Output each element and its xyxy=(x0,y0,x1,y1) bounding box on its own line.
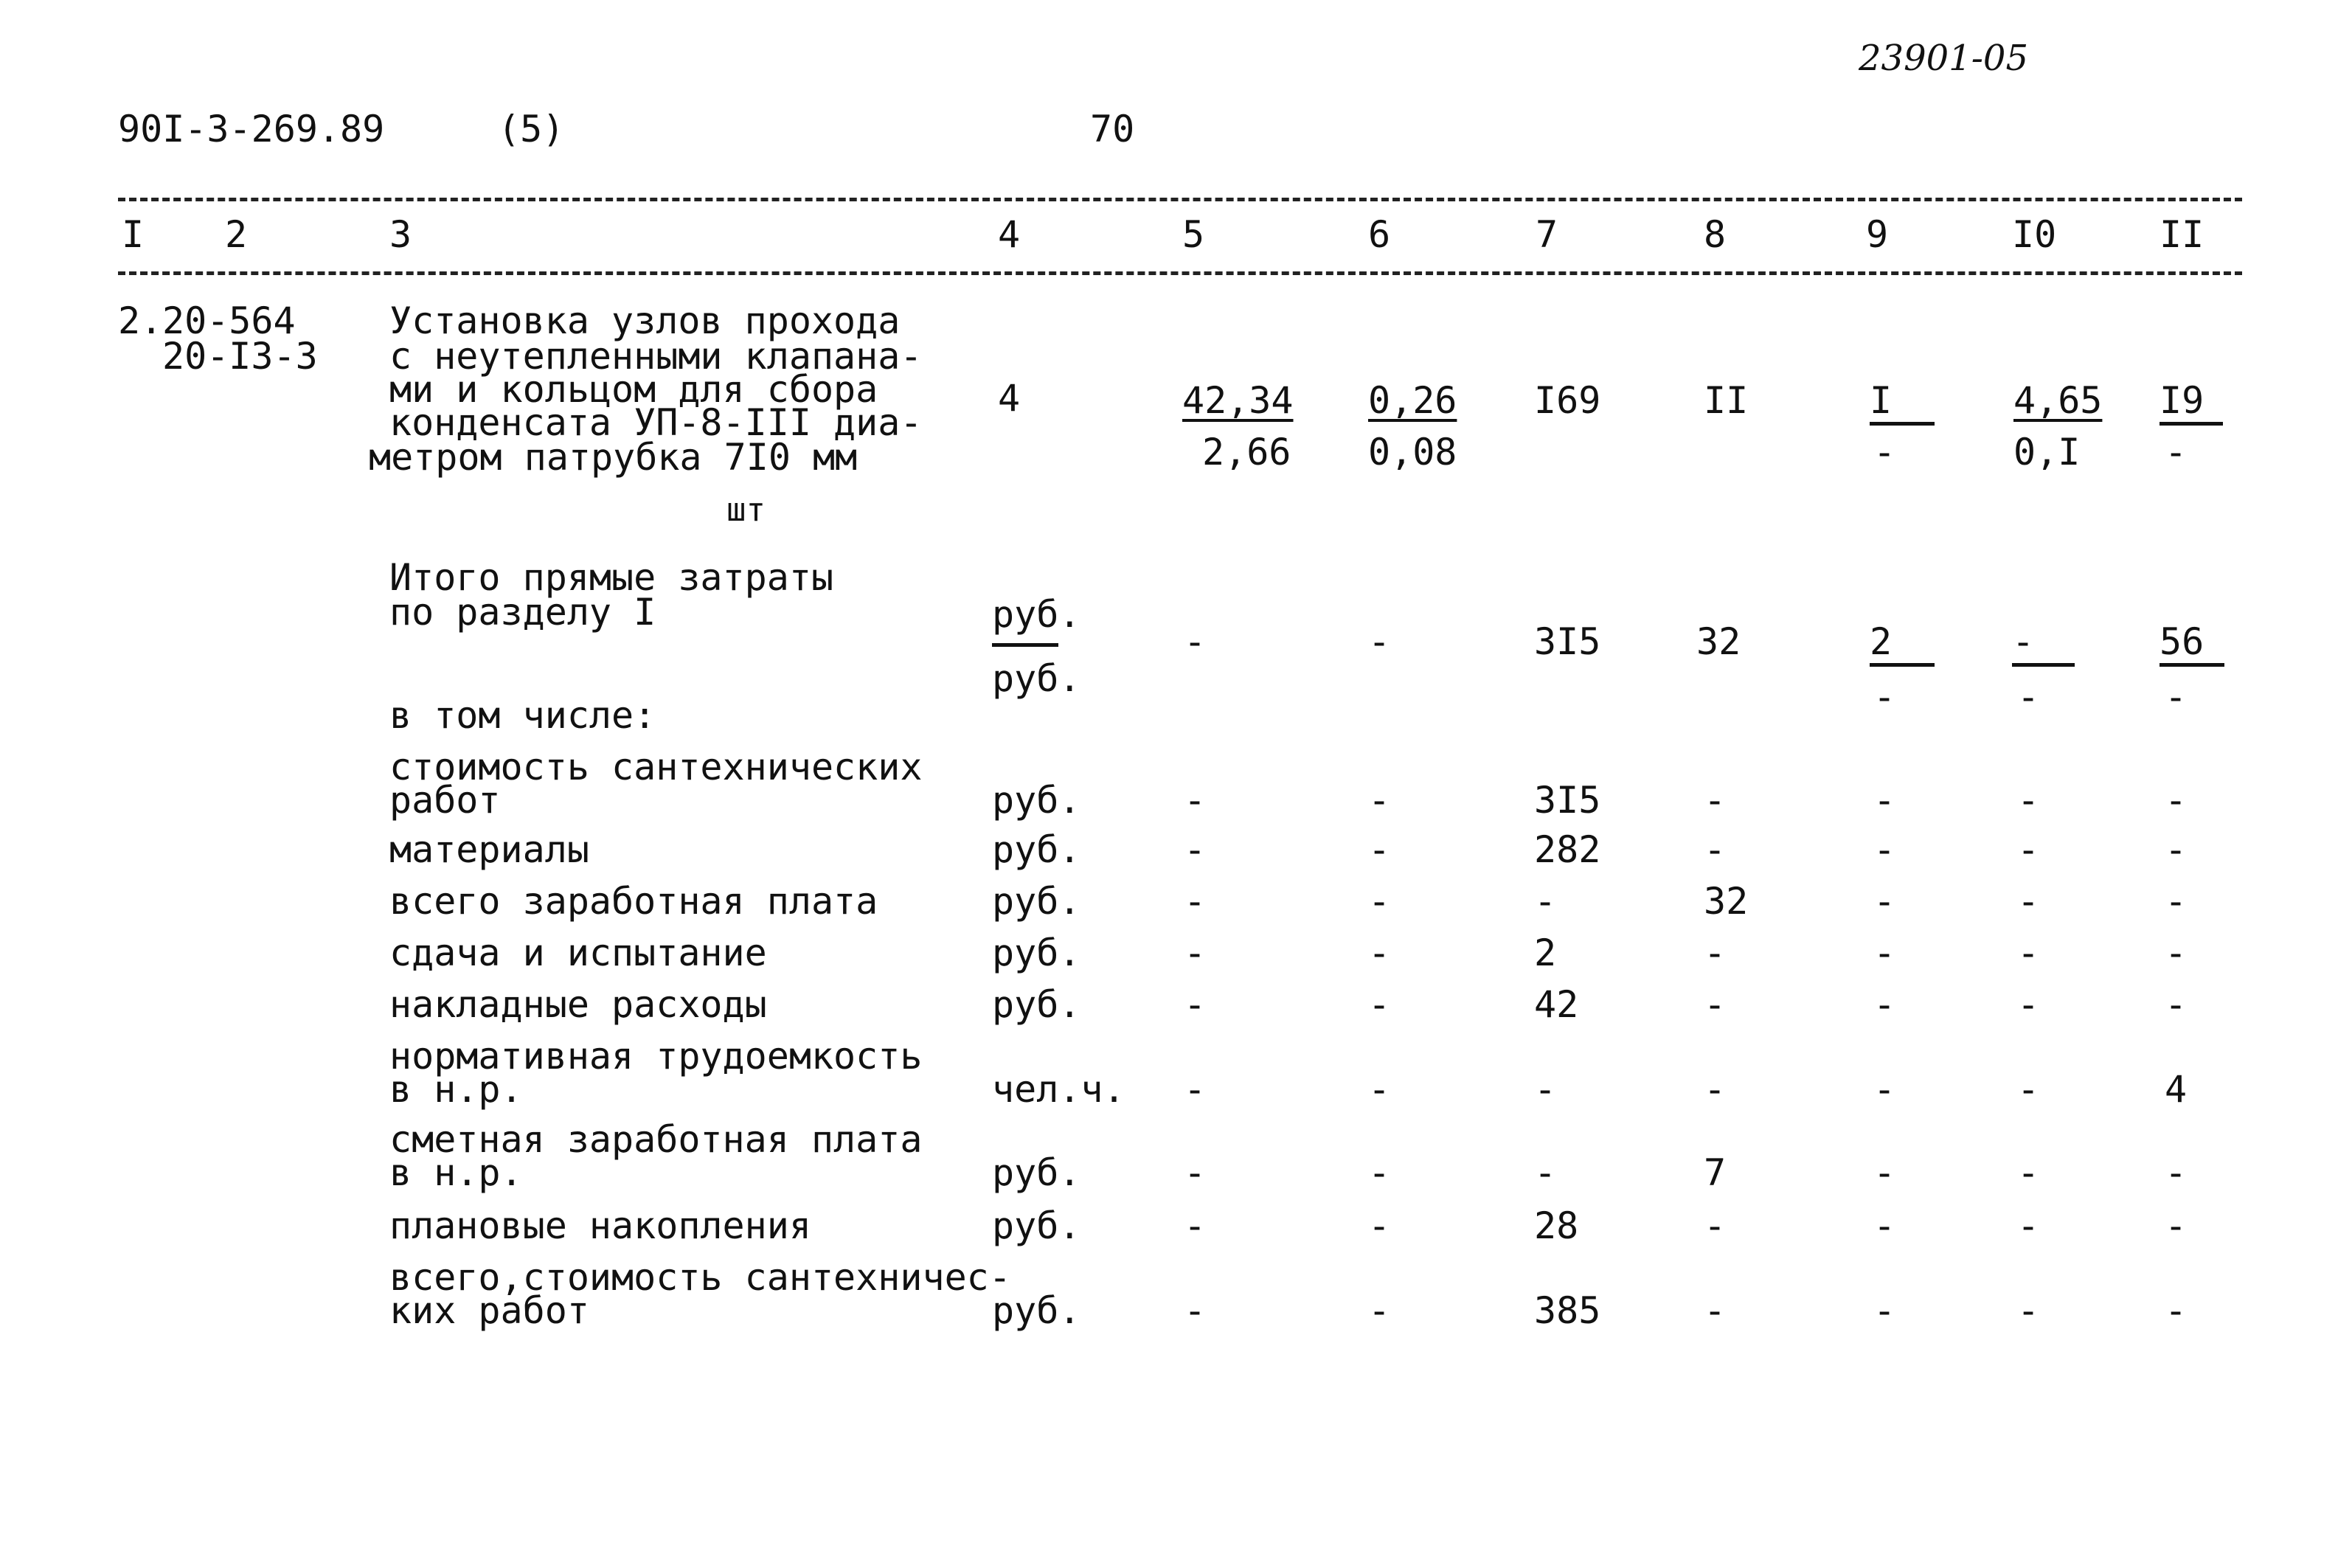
row-cell-col10: - xyxy=(2017,983,2040,1026)
row-cell-col11: - xyxy=(2165,983,2188,1026)
row-cell-col9: - xyxy=(1873,932,1896,974)
row-cell-col9: - xyxy=(1873,880,1896,923)
row-cell-col10: - xyxy=(2017,1204,2040,1247)
total-col6: - xyxy=(1368,620,1391,663)
col-header-4: 4 xyxy=(998,213,1021,256)
row-desc-line: в н.р. xyxy=(389,1151,523,1194)
row-cell-col6: - xyxy=(1368,880,1391,923)
row-cell-col7: 282 xyxy=(1534,828,1601,871)
item-desc-line: ми и кольцом для сбора xyxy=(389,368,878,411)
row-desc-line: работ xyxy=(389,779,501,822)
row-unit: чел.ч. xyxy=(992,1068,1125,1111)
col-header-5: 5 xyxy=(1182,213,1205,256)
total-col10-bottom: - xyxy=(2017,676,2040,718)
header-top-rule xyxy=(118,198,2242,201)
col-header-2: 2 xyxy=(225,213,248,256)
item-col8: II xyxy=(1704,379,1749,422)
header-bottom-rule xyxy=(118,271,2242,275)
col-header-1: I xyxy=(122,213,145,256)
document-code: 90I-3-269.89 xyxy=(118,108,385,150)
item-col7: I69 xyxy=(1534,379,1601,422)
row-desc-line: всего,стоимость сантехничес- xyxy=(389,1256,1011,1299)
item-col5-bottom: 2,66 xyxy=(1202,431,1291,473)
row-cell-col7: - xyxy=(1534,1068,1557,1111)
total-col9-bottom: - xyxy=(1873,676,1896,718)
row-desc-line: ких работ xyxy=(389,1289,589,1332)
total-col10-top-value: - xyxy=(2012,623,2075,667)
item-col9-top-value: I xyxy=(1870,382,1935,426)
row-cell-col6: - xyxy=(1368,779,1391,822)
row-desc-line: материалы xyxy=(389,828,589,871)
row-unit: руб. xyxy=(992,1151,1081,1194)
row-unit: руб. xyxy=(992,779,1081,822)
row-cell-col6: - xyxy=(1368,1289,1391,1332)
row-cell-col7: 385 xyxy=(1534,1289,1601,1332)
item-col9-bottom: - xyxy=(1873,431,1896,473)
row-desc-line: накладные расходы xyxy=(389,983,767,1026)
total-col11-top xyxy=(2160,620,2224,667)
total-col5: - xyxy=(1184,620,1207,663)
col-header-6: 6 xyxy=(1368,213,1391,256)
row-cell-col7: 2 xyxy=(1534,932,1557,974)
row-cell-col7: 42 xyxy=(1534,983,1579,1026)
row-cell-col8: - xyxy=(1704,983,1727,1026)
row-cell-col11: - xyxy=(2165,1289,2188,1332)
total-col9-top-value: 2 xyxy=(1870,623,1935,667)
row-cell-col5: - xyxy=(1184,1151,1207,1194)
row-unit: руб. xyxy=(992,932,1081,974)
item-desc-line: метром патрубка 7I0 мм xyxy=(369,436,858,479)
handwritten-number: 23901-05 xyxy=(1859,38,2028,79)
total-col8: 32 xyxy=(1696,620,1741,663)
total-col11-top-value: 56 xyxy=(2160,623,2224,667)
item-col9-top xyxy=(1870,379,1935,426)
row-unit: руб. xyxy=(992,828,1081,871)
row-cell-col9: - xyxy=(1873,779,1896,822)
row-cell-col5: - xyxy=(1184,1068,1207,1111)
item-desc-line: с неутепленными клапана- xyxy=(389,335,923,378)
row-cell-col5: - xyxy=(1184,880,1207,923)
row-cell-col11: - xyxy=(2165,1204,2188,1247)
row-unit: руб. xyxy=(992,880,1081,923)
row-cell-col6: - xyxy=(1368,1204,1391,1247)
total-col9-top xyxy=(1870,620,1935,667)
row-cell-col9: - xyxy=(1873,1068,1896,1111)
row-cell-col7: 3I5 xyxy=(1534,779,1601,822)
row-cell-col9: - xyxy=(1873,983,1896,1026)
total-unit-bottom: руб. xyxy=(992,657,1081,700)
item-col6-top: 0,26 xyxy=(1368,379,1457,422)
item-col6-bottom: 0,08 xyxy=(1368,431,1457,473)
row-cell-col10: - xyxy=(2017,1151,2040,1194)
row-cell-col10: - xyxy=(2017,932,2040,974)
col-header-11: II xyxy=(2160,213,2204,256)
total-desc-line-1: Итого прямые затраты xyxy=(389,556,834,599)
total-unit-top: руб. xyxy=(992,593,1081,636)
item-col11-bottom: - xyxy=(2165,431,2188,473)
row-cell-col6: - xyxy=(1368,983,1391,1026)
including-label: в том числе: xyxy=(389,694,656,737)
row-desc-line: в н.р. xyxy=(389,1068,523,1111)
item-number: 2. xyxy=(118,299,163,342)
row-cell-col5: - xyxy=(1184,779,1207,822)
total-col11-bottom: - xyxy=(2165,676,2188,718)
row-unit: руб. xyxy=(992,1204,1081,1247)
row-cell-col10: - xyxy=(2017,1289,2040,1332)
row-cell-col9: - xyxy=(1873,1151,1896,1194)
item-unit: шт xyxy=(726,491,766,529)
item-code-2: 20-I3-3 xyxy=(162,335,318,378)
row-cell-col10: - xyxy=(2017,880,2040,923)
row-cell-col11: - xyxy=(2165,880,2188,923)
row-cell-col5: - xyxy=(1184,932,1207,974)
row-cell-col8: 32 xyxy=(1704,880,1749,923)
col-header-8: 8 xyxy=(1704,213,1727,256)
row-cell-col5: - xyxy=(1184,828,1207,871)
row-cell-col6: - xyxy=(1368,828,1391,871)
row-cell-col8: - xyxy=(1704,828,1727,871)
page-number: 70 xyxy=(1090,108,1135,150)
row-cell-col10: - xyxy=(2017,1068,2040,1111)
item-col5-top: 42,34 xyxy=(1182,379,1294,422)
row-cell-col10: - xyxy=(2017,779,2040,822)
row-unit: руб. xyxy=(992,1289,1081,1332)
row-cell-col7: 28 xyxy=(1534,1204,1579,1247)
row-cell-col9: - xyxy=(1873,1289,1896,1332)
row-cell-col6: - xyxy=(1368,1151,1391,1194)
total-desc-line-2: по разделу I xyxy=(389,591,656,634)
row-cell-col8: - xyxy=(1704,1204,1727,1247)
row-cell-col11: - xyxy=(2165,779,2188,822)
item-col10-bottom: 0,I xyxy=(2013,431,2081,473)
item-col11-top-value: I9 xyxy=(2160,382,2223,426)
total-col7: 3I5 xyxy=(1534,620,1601,663)
row-cell-col8: - xyxy=(1704,1068,1727,1111)
row-cell-col11: 4 xyxy=(2165,1068,2188,1111)
row-cell-col6: - xyxy=(1368,1068,1391,1111)
item-desc-line: Установка узлов прохода xyxy=(389,299,901,342)
row-cell-col8: - xyxy=(1704,932,1727,974)
row-cell-col5: - xyxy=(1184,983,1207,1026)
row-cell-col7: - xyxy=(1534,880,1557,923)
row-desc-line: нормативная трудоемкость xyxy=(389,1035,923,1078)
col-header-3: 3 xyxy=(389,213,412,256)
col-header-10: I0 xyxy=(2012,213,2057,256)
row-desc-line: сметная заработная плата xyxy=(389,1118,923,1161)
total-col10-top xyxy=(2012,620,2075,667)
row-cell-col11: - xyxy=(2165,932,2188,974)
col-header-7: 7 xyxy=(1536,213,1558,256)
item-col10-top: 4,65 xyxy=(2013,379,2103,422)
row-cell-col11: - xyxy=(2165,828,2188,871)
item-code-1: 20-564 xyxy=(162,299,296,342)
total-unit-fraction-bar xyxy=(992,643,1058,647)
row-cell-col10: - xyxy=(2017,828,2040,871)
row-desc-line: плановые накопления xyxy=(389,1204,811,1247)
row-cell-col6: - xyxy=(1368,932,1391,974)
row-desc-line: сдача и испытание xyxy=(389,932,767,974)
row-desc-line: стоимость сантехнических xyxy=(389,746,923,788)
row-cell-col7: - xyxy=(1534,1151,1557,1194)
row-unit: руб. xyxy=(992,983,1081,1026)
row-cell-col8: 7 xyxy=(1704,1151,1727,1194)
row-cell-col8: - xyxy=(1704,779,1727,822)
row-cell-col9: - xyxy=(1873,1204,1896,1247)
row-cell-col11: - xyxy=(2165,1151,2188,1194)
item-qty: 4 xyxy=(998,377,1021,420)
item-desc-line: конденсата УП-8-III диа- xyxy=(389,401,923,444)
row-cell-col5: - xyxy=(1184,1289,1207,1332)
row-desc-line: всего заработная плата xyxy=(389,880,878,923)
row-cell-col8: - xyxy=(1704,1289,1727,1332)
item-col11-top xyxy=(2160,379,2223,426)
document-part: (5) xyxy=(498,108,565,150)
row-cell-col9: - xyxy=(1873,828,1896,871)
col-header-9: 9 xyxy=(1866,213,1889,256)
row-cell-col5: - xyxy=(1184,1204,1207,1247)
